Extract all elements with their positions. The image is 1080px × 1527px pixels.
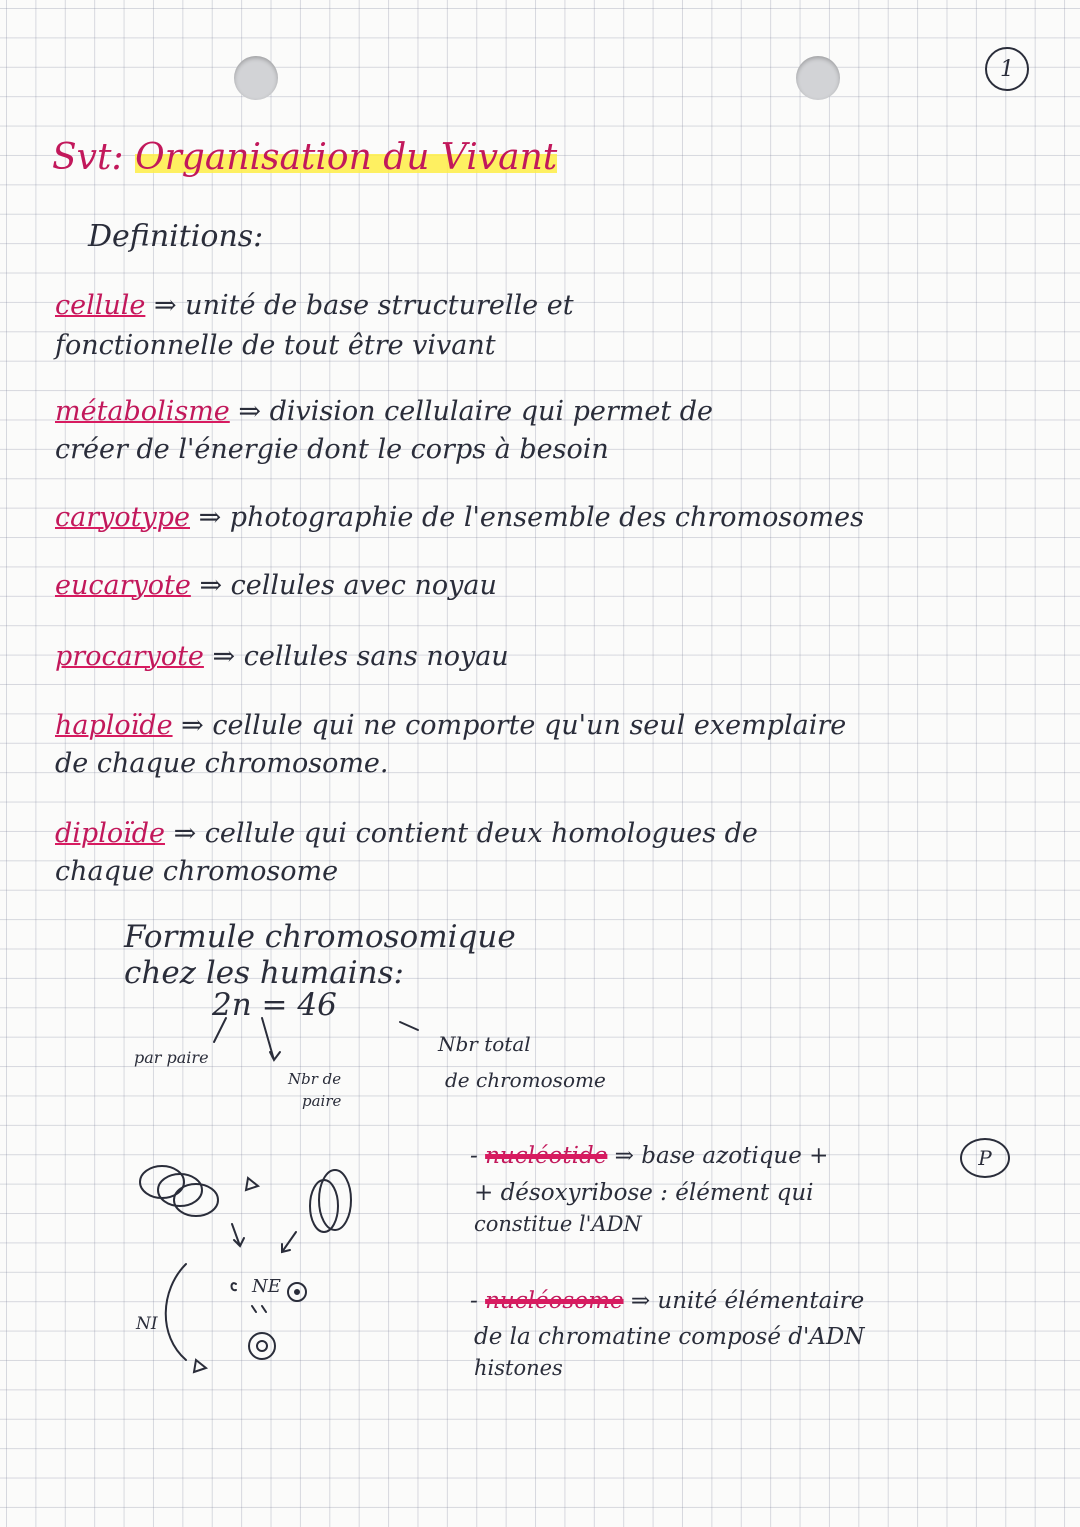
sketch-label-ni: NI <box>136 1314 158 1334</box>
note-nucleosome-line3: histones <box>474 1356 563 1380</box>
phosphate-circle: P <box>960 1138 1010 1178</box>
formula-equation: 2n = 46 <box>212 987 337 1023</box>
definition-text: ⇒ cellule qui ne comporte qu'un seul exemplaire <box>181 710 847 741</box>
definition-metabolisme-line2: créer de l'énergie dont le corps à besoin <box>55 434 609 465</box>
definition-term: eucaryote <box>55 570 191 601</box>
definition-term: procaryote <box>55 641 204 672</box>
definition-text: ⇒ photographie de l'ensemble des chromosomes <box>198 502 864 533</box>
note-nucleosome: - nucléosome ⇒ unité élémentaire <box>470 1288 865 1314</box>
arrow-down-left <box>232 1224 244 1246</box>
arc-line <box>166 1264 186 1360</box>
formula-arrow-right <box>400 1022 418 1030</box>
note-text: ⇒ unité élémentaire <box>630 1288 865 1314</box>
definition-term: diploïde <box>55 818 165 849</box>
scribble <box>252 1306 266 1312</box>
formula-label-nbr-paire-1: Nbr de <box>288 1070 342 1088</box>
note-term: nucléotide <box>485 1143 608 1169</box>
triangle-mark <box>246 1178 258 1190</box>
note-nucleotide-line3: constitue l'ADN <box>474 1212 642 1236</box>
note-nucleotide-line2: + désoxyribose : élément qui <box>474 1180 814 1206</box>
note-text: ⇒ base azotique + <box>614 1143 829 1169</box>
scribble <box>232 1283 237 1290</box>
section-subtitle: Definitions: <box>88 219 264 254</box>
definition-term: haploïde <box>55 710 173 741</box>
definition-cellule-line2: fonctionnelle de tout être vivant <box>55 330 496 361</box>
definition-diploide-line2: chaque chromosome <box>55 856 339 887</box>
definition-haploide-line2: de chaque chromosome. <box>55 748 389 779</box>
formula-arrow-left <box>214 1018 226 1042</box>
definition-text: ⇒ cellule qui contient deux homologues de <box>173 818 758 849</box>
formula-heading-line2: chez les humains: <box>124 955 404 991</box>
definition-text: ⇒ cellules avec noyau <box>199 570 497 601</box>
title-text: Organisation du Vivant <box>135 137 558 178</box>
note-nucleotide: - nucléotide ⇒ base azotique + <box>470 1143 829 1169</box>
note-nucleosome-line2: de la chromatine composé d'ADN <box>474 1324 865 1350</box>
definition-term: cellule <box>55 290 146 321</box>
definition-text: ⇒ unité de base structurelle et <box>153 290 574 321</box>
arrow-down-right <box>282 1232 296 1252</box>
formula-label-total-2: de chromosome <box>445 1068 606 1092</box>
small-circle <box>249 1333 275 1359</box>
page-number: 1 <box>985 47 1029 91</box>
note-term: nucléosome <box>485 1288 624 1314</box>
definition-term: caryotype <box>55 502 190 533</box>
title-prefix: Svt: <box>52 137 124 178</box>
sketch-label-ne: NE <box>252 1276 281 1297</box>
formula-label-par-paire: par paire <box>134 1048 209 1067</box>
formula-label-total-1: Nbr total <box>438 1032 531 1056</box>
formula-arrow-mid <box>262 1018 280 1060</box>
formula-heading-line1: Formule chromosomique <box>124 919 516 955</box>
cell-circle <box>310 1180 338 1232</box>
definition-text: ⇒ division cellulaire qui permet de <box>238 396 714 427</box>
formula-label-nbr-paire-2: paire <box>302 1092 342 1110</box>
definition-text: ⇒ cellules sans noyau <box>212 641 509 672</box>
triangle-mark <box>194 1360 206 1372</box>
definition-term: métabolisme <box>55 396 230 427</box>
